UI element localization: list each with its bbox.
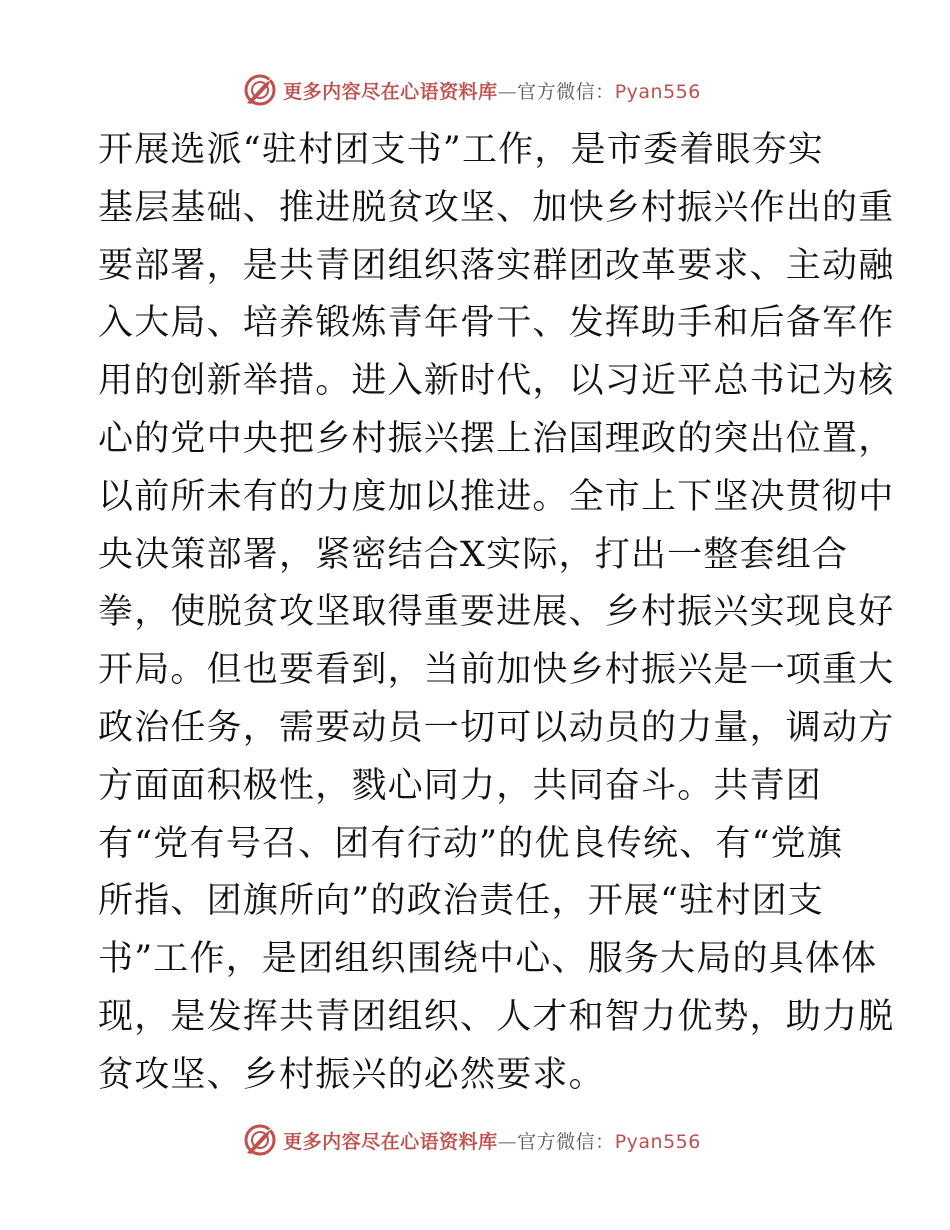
footer-wechat-label: 官方微信： <box>517 1130 615 1153</box>
body-line: 开展选派“驻村团支书”工作，是市委着眼夯实 <box>98 130 824 170</box>
body-line: 所指、团旗所向”的政治责任，开展“驻村团支 <box>98 881 824 922</box>
quill-logo-icon <box>243 1123 277 1157</box>
header-banner <box>0 70 950 110</box>
body-line: 用的创新举措。进入新时代，以习近平总书记为核 <box>98 361 895 402</box>
header-wechat-id: Pyan556 <box>614 80 701 103</box>
footer-slogan: 更多内容尽在心语资料库 <box>283 1130 498 1153</box>
footer-banner-text <box>283 1127 701 1154</box>
header-wechat-label: 官方微信： <box>517 80 615 103</box>
body-line: 有“党有号召、团有行动”的优良传统、有“党旗 <box>98 823 844 864</box>
footer-banner <box>0 1120 950 1160</box>
body-line: 入大局、培养锻炼青年骨干、发挥助手和后备军作 <box>98 303 895 344</box>
header-banner-inner <box>243 73 701 107</box>
body-line: 央决策部署，紧密结合X实际，打出一整套组合 <box>98 534 849 575</box>
footer-separator: — <box>497 1130 518 1153</box>
body-line: 以前所未有的力度加以推进。全市上下坚决贯彻中 <box>98 476 895 517</box>
body-line: 心的党中央把乡村振兴摆上治国理政的突出位置， <box>98 418 895 459</box>
document-body <box>98 122 895 1105</box>
header-slogan: 更多内容尽在心语资料库 <box>283 80 498 103</box>
body-line: 方面面积极性，戮心同力，共同奋斗。共青团 <box>98 765 823 806</box>
body-line: 书”工作，是团组织围绕中心、服务大局的具体体 <box>98 939 878 980</box>
header-banner-text <box>283 77 701 104</box>
body-line: 拳，使脱贫攻坚取得重要进展、乡村振兴实现良好 <box>98 592 895 633</box>
body-line: 要部署，是共青团组织落实群团改革要求、主动融 <box>98 245 895 286</box>
body-line: 贫攻坚、乡村振兴的必然要求。 <box>98 1054 605 1095</box>
body-line: 现，是发挥共青团组织、人才和智力优势，助力脱 <box>98 996 895 1037</box>
footer-wechat-id: Pyan556 <box>614 1130 701 1153</box>
header-separator: — <box>497 80 518 103</box>
quill-logo-icon <box>243 73 277 107</box>
body-line: 开局。但也要看到，当前加快乡村振兴是一项重大 <box>98 650 895 691</box>
body-line: 政治任务，需要动员一切可以动员的力量，调动方 <box>98 707 895 748</box>
footer-banner-inner <box>243 1123 701 1157</box>
body-line: 基层基础、推进脱贫攻坚、加快乡村振兴作出的重 <box>98 187 895 228</box>
